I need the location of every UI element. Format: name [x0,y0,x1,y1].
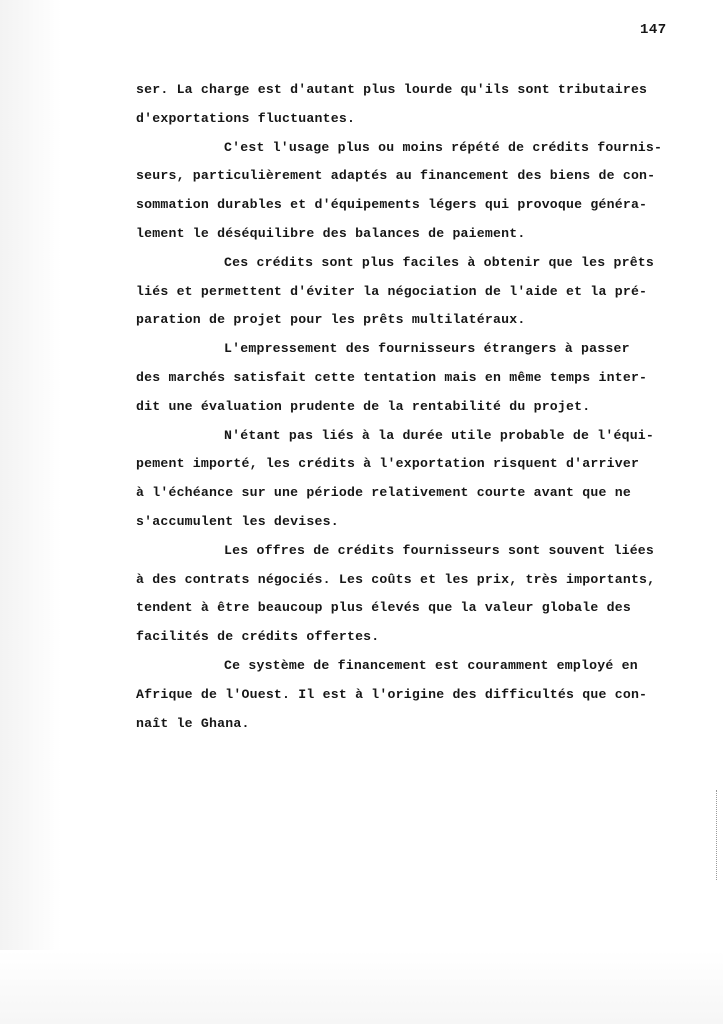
scan-margin-mark [716,790,720,880]
text-line: d'exportations fluctuantes. [136,110,356,126]
scan-left-shadow [0,0,62,1024]
text-line: paration de projet pour les prêts multilatéraux. [136,312,526,328]
text-line: naît le Ghana. [136,715,250,731]
text-line: tendent à être beaucoup plus élevés que la valeur globale des [136,600,631,616]
text-line: à des contrats négociés. Les coûts et les prix, très importants, [136,571,656,587]
text-line: Afrique de l'Ouest. Il est à l'origine des difficultés que con- [136,686,648,702]
scan-bottom-shadow [0,950,723,1024]
paragraph-start-line: L'empressement des fournisseurs étrangers à passer [224,341,630,357]
body-text [136,76,701,738]
text-line: seurs, particulièrement adaptés au financement des biens de con- [136,168,656,184]
text-line: ser. La charge est d'autant plus lourde qu'ils sont tributaires [136,82,648,97]
text-line: liés et permettent d'éviter la négociation de l'aide et la pré- [136,283,648,299]
text-line: sommation durables et d'équipements légers qui provoque généra- [136,197,648,213]
text-line: à l'échéance sur une période relativement courte avant que ne [136,485,631,501]
text-line: pement importé, les crédits à l'exportation risquent d'arriver [136,456,640,472]
text-line: lement le déséquilibre des balances de paiement. [136,225,526,241]
text-line: des marchés satisfait cette tentation mais en même temps inter- [136,369,648,385]
paragraph-start-line: Les offres de crédits fournisseurs sont souvent liées [224,542,655,558]
text-line: s'accumulent les devises. [136,513,339,529]
paragraph-start-line: Ce système de financement est couramment employé en [224,657,638,673]
paragraph-start-line: C'est l'usage plus ou moins répété de crédits fournis- [224,139,663,155]
paragraph-start-line: Ces crédits sont plus faciles à obtenir que les prêts [224,254,655,270]
paragraph-start-line: N'étant pas liés à la durée utile probable de l'équi- [224,427,655,443]
text-line: facilités de crédits offertes. [136,629,380,645]
text-line: dit une évaluation prudente de la rentabilité du projet. [136,398,591,414]
page-number: 147 [640,22,667,38]
